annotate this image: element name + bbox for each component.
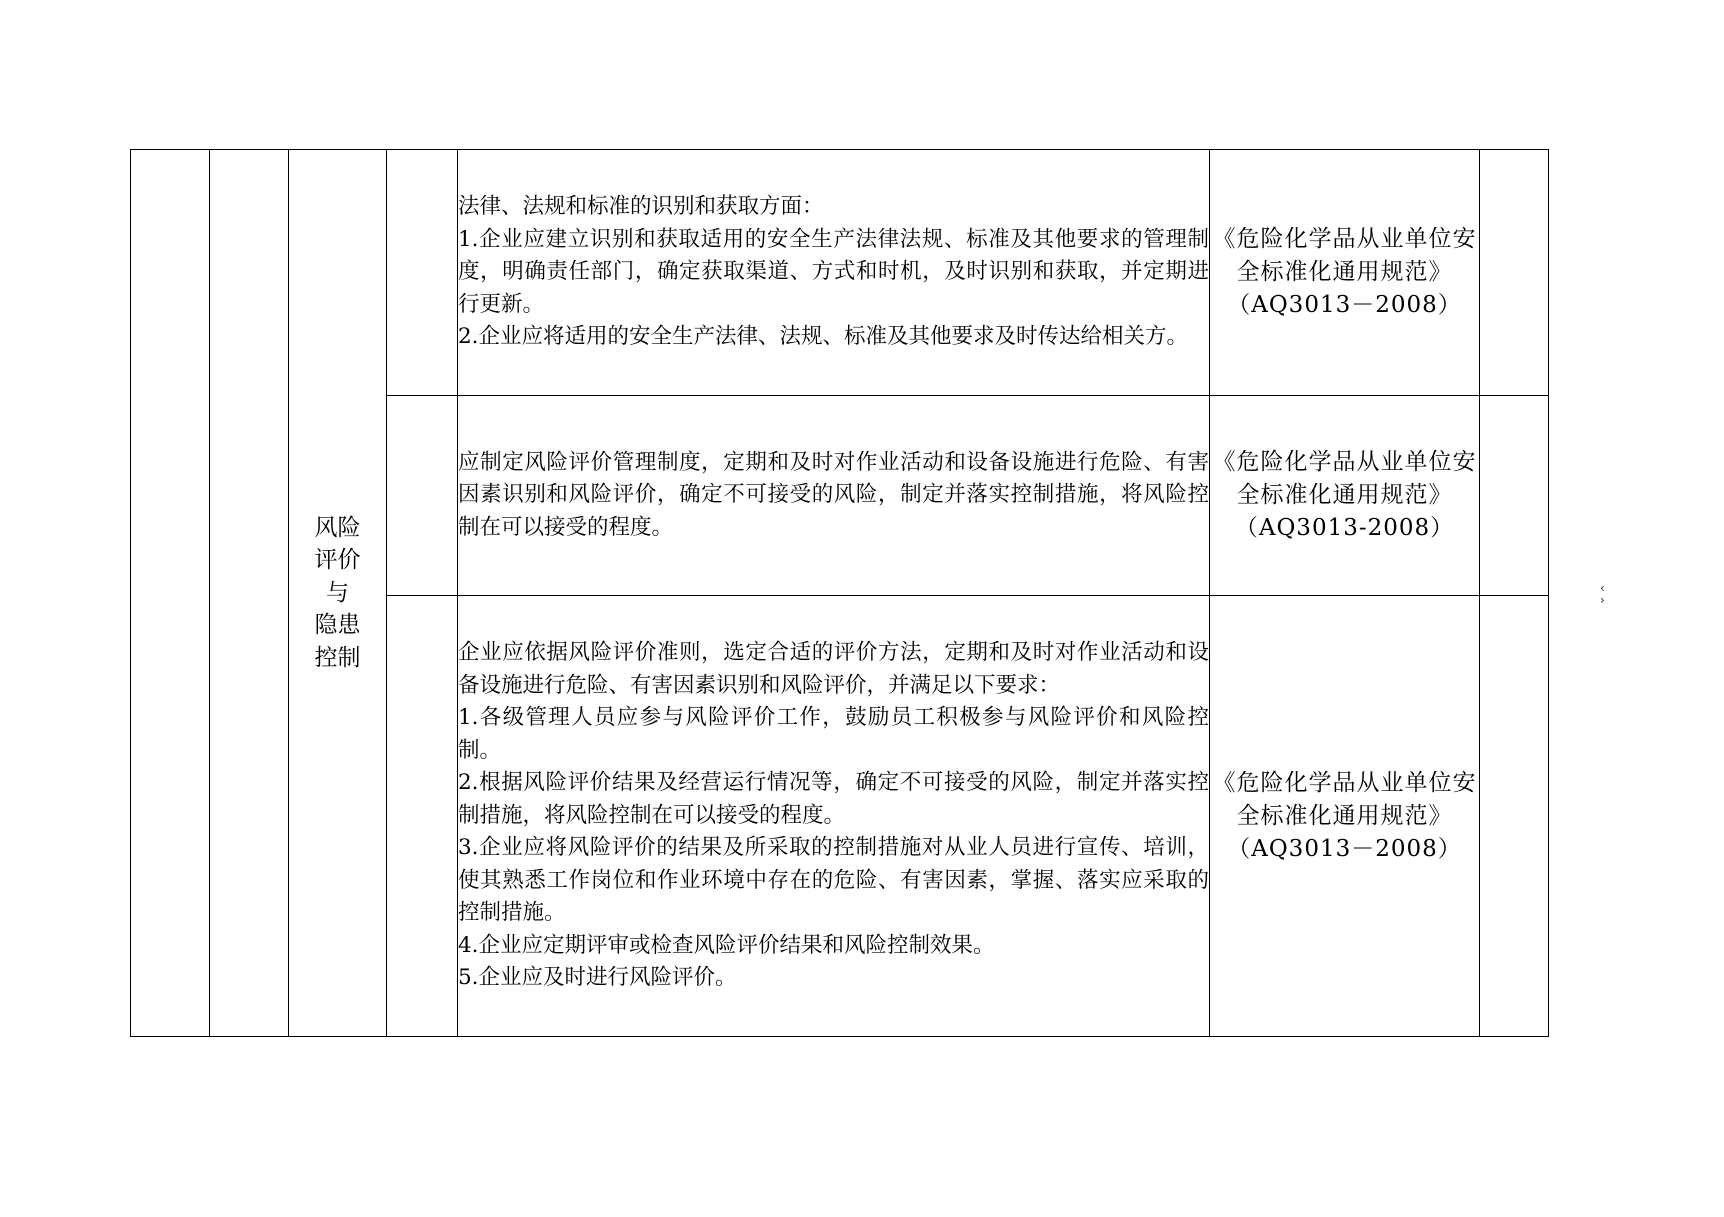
- table-row: [131, 150, 1549, 396]
- margin-mark: ‹ ›: [1600, 581, 1605, 607]
- element-line: 控制: [314, 644, 361, 671]
- score-cell: [1480, 396, 1549, 596]
- requirement-text: 应制定风险评价管理制度，定期和及时对作业活动和设备设施进行危险、有害因素识别和风险评价，确定不可接受的风险，制定并落实控制措施，将风险控制在可以接受的程度。: [458, 449, 1209, 540]
- element-line: 隐患: [314, 612, 361, 639]
- standards-table: [130, 149, 1549, 1037]
- element-line: 风险: [314, 514, 361, 541]
- standard-text: 《危险化学品从业单位安全标准化通用规范》（AQ3013－2008）: [1212, 226, 1477, 318]
- score-cell: [1480, 596, 1549, 1037]
- requirement-text: 2.根据风险评价结果及经营运行情况等，确定不可接受的风险，制定并落实控制措施，将风险控制在可以接受的程度。: [458, 770, 1209, 828]
- requirement-cell: [458, 150, 1210, 396]
- standard-text: 《危险化学品从业单位安全标准化通用规范》（AQ3013-2008）: [1212, 449, 1477, 541]
- requirement-text: 4.企业应定期评审或检查风险评价结果和风险控制效果。: [458, 932, 995, 958]
- standard-text: 《危险化学品从业单位安全标准化通用规范》（AQ3013－2008）: [1212, 769, 1477, 862]
- category-cell: [131, 150, 210, 1037]
- score-cell: [1480, 150, 1549, 396]
- element-line: 评价: [314, 547, 361, 574]
- subcategory-cell: [210, 150, 289, 1037]
- requirement-cell: [458, 396, 1210, 596]
- requirement-text: 企业应依据风险评价准则，选定合适的评价方法，定期和及时对作业活动和设备设施进行危险、有害因素识别和风险评价，并满足以下要求：: [458, 640, 1209, 698]
- requirement-text: 法律、法规和标准的识别和获取方面：: [458, 194, 824, 220]
- item-number-cell: [387, 396, 458, 596]
- requirement-text: 2.企业应将适用的安全生产法律、法规、标准及其他要求及时传达给相关方。: [458, 324, 1189, 350]
- requirement-cell: [458, 596, 1210, 1037]
- requirement-text: 5.企业应及时进行风险评价。: [458, 965, 737, 991]
- requirement-text: 3.企业应将风险评价的结果及所采取的控制措施对从业人员进行宣传、培训，使其熟悉工作岗位和作业环境中存在的危险、有害因素，掌握、落实应采取的控制措施。: [458, 835, 1209, 926]
- standard-cell: [1210, 596, 1480, 1037]
- requirement-text: 1.企业应建立识别和获取适用的安全生产法律法规、标准及其他要求的管理制度，明确责任部门，确定获取渠道、方式和时机，及时识别和获取，并定期进行更新。: [458, 226, 1209, 317]
- standard-cell: [1210, 150, 1480, 396]
- element-line: 与: [326, 579, 349, 606]
- item-number-cell: [387, 596, 458, 1037]
- element-cell: [289, 150, 387, 1037]
- item-number-cell: [387, 150, 458, 396]
- requirement-text: 1.各级管理人员应参与风险评价工作，鼓励员工积极参与风险评价和风险控制。: [458, 705, 1209, 763]
- standard-cell: [1210, 396, 1480, 596]
